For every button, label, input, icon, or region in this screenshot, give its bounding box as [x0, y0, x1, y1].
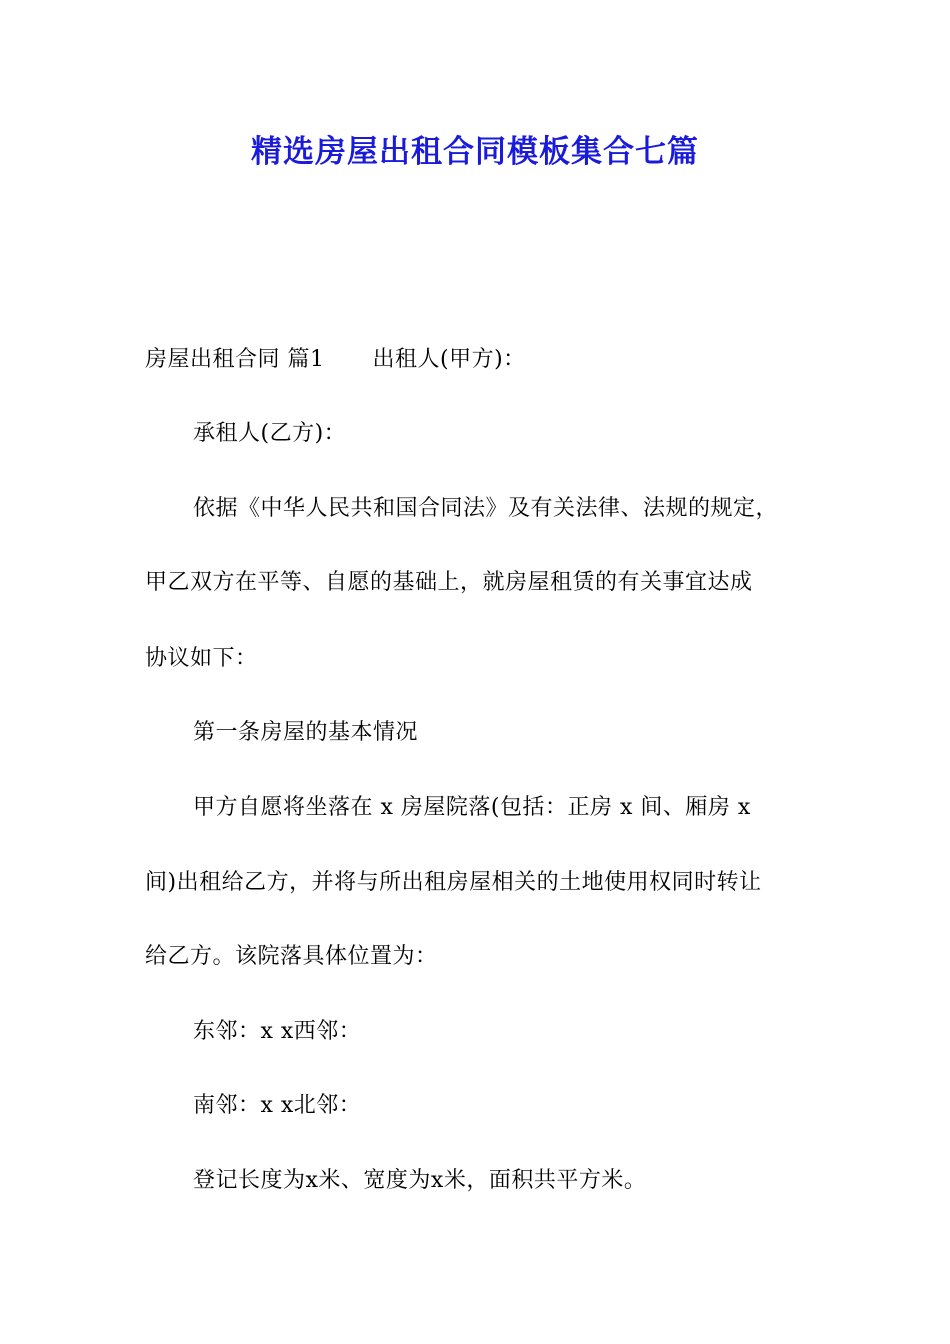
para2-line3: 给乙方。该院落具体位置为：	[145, 944, 438, 969]
lessee-label: 承租人(乙方)：	[193, 421, 347, 446]
para1-line2: 甲乙双方在平等、自愿的基础上，就房屋租赁的有关事宜达成	[145, 570, 753, 595]
para1-line1: 依据《中华人民共和国合同法》及有关法律、法规的规定，	[193, 496, 779, 521]
heading-line	[145, 344, 526, 376]
para2-line2: 间)出租给乙方，并将与所出租房屋相关的土地使用权同时转让	[145, 870, 762, 895]
dimensions-line: 登记长度为x米、宽度为x米，面积共平方米。	[193, 1168, 647, 1193]
para1-line3: 协议如下：	[145, 646, 258, 671]
document-title: 精选房屋出租合同模板集合七篇	[251, 134, 699, 170]
lessor-label: 出租人(甲方)：	[372, 347, 526, 372]
article1-heading: 第一条房屋的基本情况	[193, 720, 419, 745]
east-west-neighbors: 东邻：x x西邻：	[193, 1019, 362, 1044]
south-north-neighbors: 南邻：x x北邻：	[193, 1093, 362, 1118]
contract-heading-label: 房屋出租合同 篇1	[145, 347, 325, 372]
para2-line1: 甲方自愿将坐落在 x 房屋院落(包括：正房 x 间、厢房 x	[193, 795, 751, 820]
